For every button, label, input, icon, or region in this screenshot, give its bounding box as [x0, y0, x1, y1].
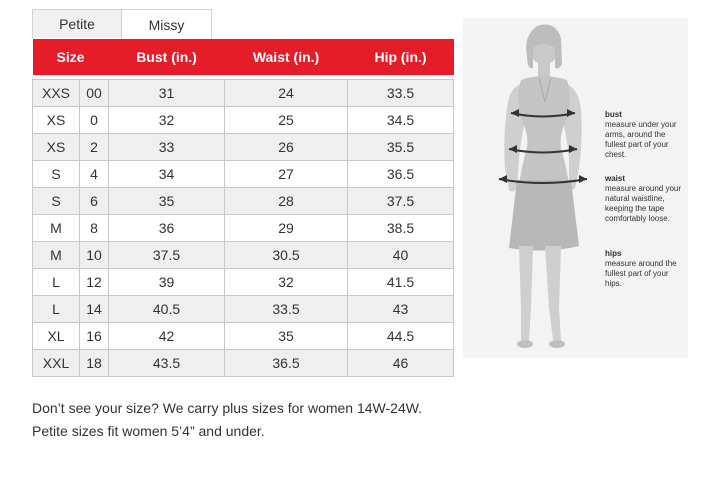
cell-bust: 43.5	[109, 350, 225, 377]
cell-hip: 36.5	[348, 161, 454, 188]
table-row	[33, 215, 454, 242]
cell-hip: 43	[348, 296, 454, 323]
cell-size: L	[33, 296, 80, 323]
cell-waist: 28	[225, 188, 348, 215]
cell-num: 16	[80, 323, 109, 350]
header-hip: Hip (in.)	[348, 39, 454, 75]
cell-waist: 27	[225, 161, 348, 188]
figure-skirt	[509, 180, 579, 251]
cell-waist: 24	[225, 80, 348, 107]
figure-neck	[538, 63, 550, 77]
cell-size: XL	[33, 323, 80, 350]
cell-size: XXL	[33, 350, 80, 377]
table-row	[33, 134, 454, 161]
table-row	[33, 269, 454, 296]
cell-waist: 35	[225, 323, 348, 350]
table-row	[33, 323, 454, 350]
table-row	[33, 242, 454, 269]
measurement-figure-panel	[463, 18, 688, 358]
cell-num: 12	[80, 269, 109, 296]
waist-title: waist	[605, 174, 626, 183]
bust-legend	[605, 110, 685, 160]
petite-note: Petite sizes fit women 5’4” and under.	[32, 423, 265, 439]
cell-waist: 30.5	[225, 242, 348, 269]
cell-waist: 29	[225, 215, 348, 242]
table-row	[33, 188, 454, 215]
cell-waist: 25	[225, 107, 348, 134]
header-bust: Bust (in.)	[109, 39, 225, 75]
table-row	[33, 296, 454, 323]
cell-hip: 38.5	[348, 215, 454, 242]
size-tabs	[32, 9, 212, 39]
hips-legend	[605, 249, 685, 289]
cell-hip: 33.5	[348, 80, 454, 107]
cell-num: 14	[80, 296, 109, 323]
cell-bust: 39	[109, 269, 225, 296]
cell-size: S	[33, 161, 80, 188]
cell-num: 10	[80, 242, 109, 269]
cell-size: XS	[33, 107, 80, 134]
cell-waist: 36.5	[225, 350, 348, 377]
table-row	[33, 161, 454, 188]
bust-instructions: measure under your arms, around the fullest part of your chest.	[605, 120, 677, 159]
waist-legend	[605, 174, 685, 224]
table-row	[33, 350, 454, 377]
header-waist: Waist (in.)	[225, 39, 348, 75]
cell-size: XS	[33, 134, 80, 161]
size-chart-table	[32, 39, 454, 377]
cell-hip: 44.5	[348, 323, 454, 350]
cell-bust: 35	[109, 188, 225, 215]
cell-num: 2	[80, 134, 109, 161]
header-size: Size	[33, 39, 109, 75]
hips-instructions: measure around the fullest part of your hips.	[605, 259, 677, 288]
table-row	[33, 80, 454, 107]
cell-hip: 40	[348, 242, 454, 269]
cell-num: 6	[80, 188, 109, 215]
cell-size: XXS	[33, 80, 80, 107]
figure-leg-left	[545, 246, 561, 340]
tab-petite[interactable]: Petite	[32, 9, 122, 38]
cell-hip: 41.5	[348, 269, 454, 296]
cell-num: 8	[80, 215, 109, 242]
cell-bust: 36	[109, 215, 225, 242]
cell-num: 0	[80, 107, 109, 134]
table-header-row	[33, 39, 454, 75]
plus-sizes-note: Don’t see your size? We carry plus sizes for women 14W-24W.	[32, 400, 423, 416]
cell-hip: 35.5	[348, 134, 454, 161]
figure-torso	[518, 76, 570, 186]
cell-size: L	[33, 269, 80, 296]
cell-hip: 37.5	[348, 188, 454, 215]
cell-hip: 46	[348, 350, 454, 377]
cell-size: M	[33, 215, 80, 242]
cell-num: 4	[80, 161, 109, 188]
hips-title: hips	[605, 249, 622, 258]
cell-num: 18	[80, 350, 109, 377]
tab-missy[interactable]: Missy	[121, 9, 212, 39]
cell-hip: 34.5	[348, 107, 454, 134]
cell-bust: 40.5	[109, 296, 225, 323]
waist-instructions: measure around your natural waistline, keeping the tape comfortably loose.	[605, 184, 682, 223]
cell-bust: 31	[109, 80, 225, 107]
cell-waist: 33.5	[225, 296, 348, 323]
cell-bust: 37.5	[109, 242, 225, 269]
bust-title: bust	[605, 110, 622, 119]
figure-leg-right	[519, 246, 533, 340]
cell-size: S	[33, 188, 80, 215]
cell-bust: 42	[109, 323, 225, 350]
cell-size: M	[33, 242, 80, 269]
cell-waist: 32	[225, 269, 348, 296]
cell-waist: 26	[225, 134, 348, 161]
cell-bust: 34	[109, 161, 225, 188]
table-row	[33, 107, 454, 134]
cell-num: 00	[80, 80, 109, 107]
cell-bust: 33	[109, 134, 225, 161]
cell-bust: 32	[109, 107, 225, 134]
